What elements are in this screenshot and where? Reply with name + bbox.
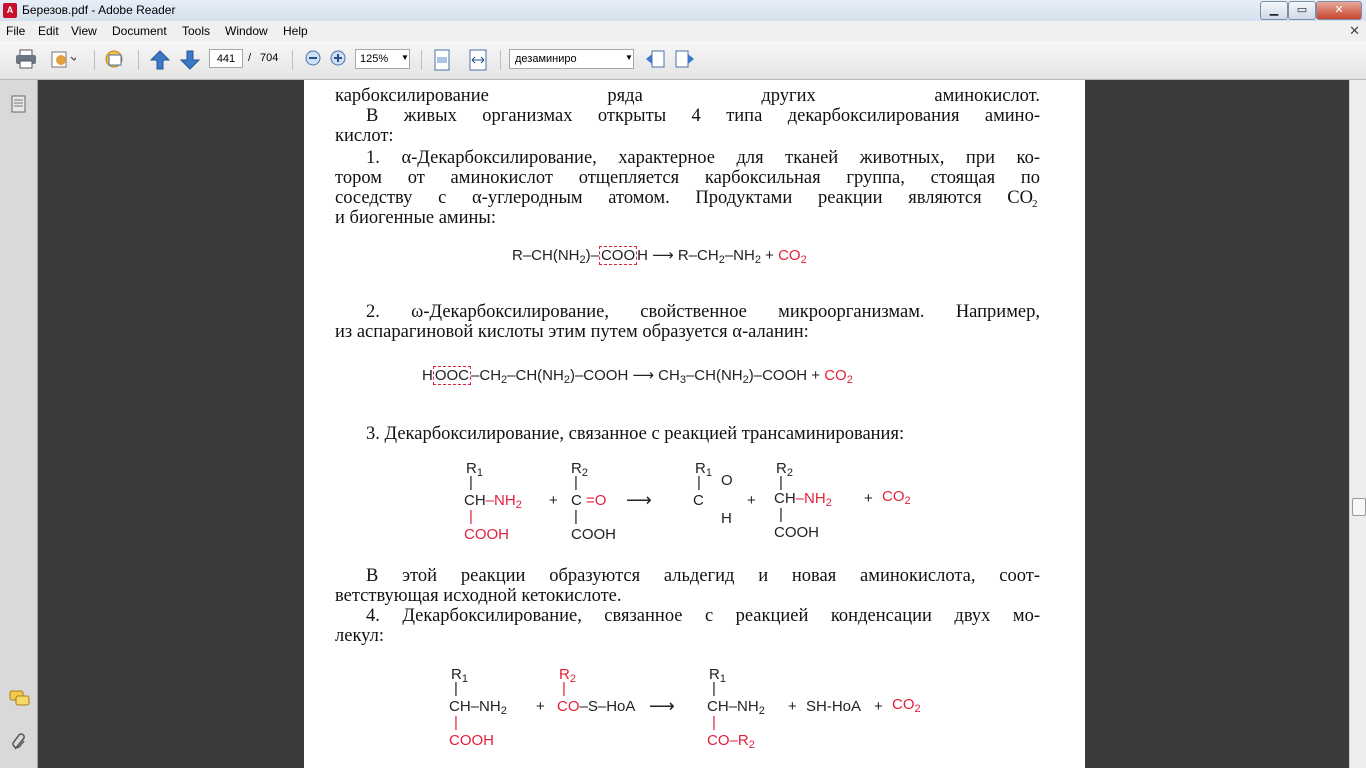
toolbar-separator bbox=[500, 50, 501, 70]
text-line: 1. α-Декарбоксилирование, характерное для тканей животных, при ко- bbox=[366, 148, 1040, 168]
page-number-input[interactable]: 441 bbox=[209, 49, 243, 68]
subscript: 2 bbox=[581, 467, 588, 479]
fit-page-icon[interactable] bbox=[430, 49, 454, 71]
subscript: 1 bbox=[719, 673, 726, 685]
export-icon[interactable] bbox=[50, 49, 74, 71]
text-line: кислот: bbox=[335, 126, 394, 146]
label: CH–NH bbox=[449, 698, 501, 715]
toolbar-separator bbox=[292, 50, 293, 70]
document-close-button[interactable]: ✕ bbox=[1349, 23, 1360, 38]
window-title: Березов.pdf - Adobe Reader bbox=[22, 3, 176, 17]
label: R bbox=[709, 666, 720, 683]
toolbar-separator bbox=[138, 50, 139, 70]
pages-icon[interactable] bbox=[9, 94, 29, 114]
menu-edit[interactable]: Edit bbox=[38, 24, 59, 38]
eq2-chain: –CH(NH bbox=[507, 367, 564, 384]
zoom-select[interactable] bbox=[355, 49, 410, 69]
plus-sign: + bbox=[536, 698, 545, 715]
chevron-down-icon: ▼ bbox=[401, 53, 409, 62]
maximize-button[interactable]: ▭ bbox=[1288, 1, 1316, 20]
reaction-arrow: ⟶ bbox=[649, 696, 675, 716]
eq4-co2 bbox=[892, 696, 921, 715]
equation-transamination bbox=[464, 460, 924, 550]
eq2-product: –CH(NH bbox=[685, 367, 743, 384]
bond-vertical: | bbox=[454, 680, 458, 697]
pdf-page bbox=[304, 80, 1085, 768]
label: –NH bbox=[795, 490, 826, 507]
bond-vertical: | bbox=[469, 474, 473, 491]
zoom-out-icon[interactable] bbox=[301, 49, 325, 71]
eq4-coshoa bbox=[557, 698, 635, 715]
equation-alpha-decarboxylation bbox=[512, 246, 807, 266]
text-line: лекул: bbox=[335, 626, 384, 646]
bond-vertical: | bbox=[562, 680, 566, 697]
equation-condensation bbox=[449, 666, 949, 756]
text-line: 4. Декарбоксилирование, связанное с реакцией конденсации двух мо- bbox=[366, 606, 1040, 626]
bond-vertical: | bbox=[454, 714, 458, 731]
eq1-reactant: R–CH(NH bbox=[512, 247, 580, 264]
label: CH bbox=[464, 492, 486, 509]
subscript: 2 bbox=[718, 254, 725, 266]
eq1-co2 bbox=[778, 247, 807, 264]
menu-window[interactable]: Window bbox=[225, 24, 268, 38]
plus-sign: + bbox=[788, 698, 797, 715]
label: R bbox=[776, 460, 787, 477]
eq3-co2 bbox=[882, 488, 911, 507]
subscript: 2 bbox=[904, 495, 911, 507]
text-line: ветствующая исходной кетокислоте. bbox=[335, 586, 622, 606]
co2-label: CO bbox=[778, 247, 801, 264]
text-line bbox=[335, 188, 1033, 209]
bond-vertical: | bbox=[574, 474, 578, 491]
plus-sign: + bbox=[747, 492, 756, 509]
print-icon[interactable] bbox=[14, 49, 38, 71]
subscript: 2 bbox=[500, 705, 507, 717]
co2-label: CO bbox=[892, 696, 915, 713]
collaborate-icon[interactable] bbox=[104, 49, 128, 71]
reaction-arrow: ⟶ bbox=[626, 490, 652, 510]
adobe-reader-icon: A bbox=[3, 3, 17, 18]
label: R bbox=[451, 666, 462, 683]
attachments-icon[interactable] bbox=[9, 732, 29, 752]
close-button[interactable]: ✕ bbox=[1316, 1, 1362, 20]
label: CH bbox=[774, 490, 796, 507]
menu-document[interactable]: Document bbox=[112, 24, 167, 38]
equation-omega-decarboxylation bbox=[422, 366, 853, 386]
label: R bbox=[695, 460, 706, 477]
bond-vertical: | bbox=[574, 508, 578, 525]
label: R bbox=[559, 666, 570, 683]
subscript: 2 bbox=[579, 254, 586, 266]
find-previous-icon[interactable] bbox=[643, 49, 667, 71]
subscript: 2 bbox=[515, 499, 522, 511]
eq4-cooh: COOH bbox=[449, 732, 494, 749]
minimize-button[interactable]: ▁ bbox=[1260, 1, 1288, 20]
eq4-shoa: SH-HoA bbox=[806, 698, 862, 715]
eq2-product: CH bbox=[658, 367, 680, 384]
menu-help[interactable]: Help bbox=[283, 24, 308, 38]
eq1-bond: )– bbox=[585, 247, 599, 264]
bond-vertical: | bbox=[712, 714, 716, 731]
subscript: 2 bbox=[825, 497, 832, 509]
menu-tools[interactable]: Tools bbox=[182, 24, 211, 38]
navigation-panel bbox=[0, 80, 38, 768]
eq2-hydrogen: H bbox=[422, 367, 433, 384]
zoom-in-icon[interactable] bbox=[326, 49, 350, 71]
subscript: 2 bbox=[758, 705, 765, 717]
co2-subscript: 2 bbox=[1032, 198, 1038, 210]
eq4-product-cor bbox=[707, 732, 755, 751]
eq3-cooh: COOH bbox=[464, 526, 509, 543]
plus-sign: + bbox=[864, 490, 873, 507]
subscript: 3 bbox=[679, 374, 686, 386]
label: R bbox=[571, 460, 582, 477]
toolbar-separator bbox=[421, 50, 422, 70]
eq3-aldehyde-o: O bbox=[721, 472, 733, 489]
comments-icon[interactable] bbox=[9, 690, 29, 710]
chevron-down-icon[interactable]: ▼ bbox=[625, 53, 633, 62]
title-bar bbox=[0, 0, 1366, 21]
eq2-co2 bbox=[824, 367, 853, 384]
label: =O bbox=[586, 492, 607, 509]
subscript: 1 bbox=[705, 467, 712, 479]
eq1-product-amine: –NH bbox=[724, 247, 755, 264]
eq1-carboxyl-box: COO bbox=[600, 247, 636, 264]
subscript: 2 bbox=[800, 254, 807, 266]
subscript: 1 bbox=[476, 467, 483, 479]
subscript: 2 bbox=[569, 673, 576, 685]
label: R bbox=[466, 460, 477, 477]
text-line: из аспарагиновой кислоты этим путем образуется α-аланин: bbox=[335, 322, 809, 342]
label: CH–NH bbox=[707, 698, 759, 715]
bond-vertical: | bbox=[712, 680, 716, 697]
find-next-icon[interactable] bbox=[673, 49, 697, 71]
text-line: тором от аминокислот отщепляется карбоксильная группа, стоящая по bbox=[335, 168, 1040, 188]
reaction-arrow: ⟶ bbox=[632, 367, 654, 384]
menu-view[interactable]: View bbox=[71, 24, 97, 38]
text-line: 2. ω-Декарбоксилирование, свойственное микроорганизмам. Например, bbox=[366, 302, 1040, 322]
eq2-chain: –CH bbox=[471, 367, 502, 384]
vertical-scrollbar[interactable] bbox=[1349, 80, 1366, 768]
text-line-content: соседству с α-углеродным атомом. Продуктами реакции являются CO bbox=[335, 188, 1033, 208]
text-line: и биогенные амины: bbox=[335, 208, 496, 228]
eq1-product: R–CH bbox=[677, 247, 719, 264]
eq3-keto bbox=[571, 492, 606, 509]
label: CO–R bbox=[707, 732, 749, 749]
text-line: 3. Декарбоксилирование, связанное с реакцией трансаминирования: bbox=[366, 424, 905, 444]
subscript: 1 bbox=[461, 673, 468, 685]
subscript: 2 bbox=[563, 374, 570, 386]
menu-file[interactable]: File bbox=[6, 24, 26, 38]
eq3-aldehyde-c: C bbox=[693, 492, 704, 509]
bond-vertical: | bbox=[779, 506, 783, 523]
eq3-product-cooh: COOH bbox=[774, 524, 819, 541]
page-total: 704 bbox=[260, 52, 279, 64]
eq2-product: )–COOH bbox=[748, 367, 808, 384]
subscript: 2 bbox=[501, 374, 508, 386]
reaction-arrow: ⟶ bbox=[652, 247, 674, 264]
scrollbar-thumb[interactable] bbox=[1352, 498, 1366, 516]
subscript: 2 bbox=[748, 739, 755, 751]
label: –S–HoA bbox=[579, 698, 636, 715]
eq3-aldehyde-h: H bbox=[721, 510, 732, 527]
plus-sign: + bbox=[549, 492, 558, 509]
arrow-down-icon[interactable] bbox=[178, 49, 202, 71]
label: –NH bbox=[485, 492, 516, 509]
text-line: В этой реакции образуются альдегид и новая аминокислота, соот- bbox=[366, 566, 1040, 586]
subscript: 2 bbox=[742, 374, 749, 386]
find-input[interactable] bbox=[509, 49, 634, 69]
plus-sign: + bbox=[811, 367, 821, 384]
eq1-hydrogen: H bbox=[637, 247, 648, 264]
eq2-carboxyl-box: OOC bbox=[434, 367, 470, 384]
fit-width-icon[interactable] bbox=[466, 49, 490, 71]
co2-label: CO bbox=[824, 367, 847, 384]
text-line: карбоксилирование ряда других аминокислот. bbox=[335, 86, 1040, 106]
eq2-chain: )–COOH bbox=[569, 367, 629, 384]
eq3-cooh: COOH bbox=[571, 526, 616, 543]
co2-label: CO bbox=[882, 488, 905, 505]
subscript: 2 bbox=[786, 467, 793, 479]
zoom-value: 125% bbox=[360, 53, 389, 65]
find-value: дезаминиро bbox=[515, 53, 577, 65]
bond-vertical: | bbox=[697, 474, 701, 491]
arrow-up-icon[interactable] bbox=[148, 49, 172, 71]
label: C bbox=[571, 492, 582, 509]
bond-vertical: | bbox=[779, 474, 783, 491]
subscript: 2 bbox=[754, 254, 761, 266]
plus-sign: + bbox=[874, 698, 883, 715]
toolbar bbox=[0, 41, 1366, 80]
page-separator: / bbox=[248, 52, 252, 64]
subscript: 2 bbox=[914, 703, 921, 715]
subscript: 2 bbox=[846, 374, 853, 386]
toolbar-separator bbox=[94, 50, 95, 70]
menu-bar bbox=[0, 21, 1366, 41]
bond-vertical: | bbox=[469, 508, 473, 525]
label: CO bbox=[557, 698, 580, 715]
text-line: В живых организмах открыты 4 типа декарбоксилирования амино- bbox=[366, 106, 1040, 126]
plus-sign: + bbox=[765, 247, 774, 264]
